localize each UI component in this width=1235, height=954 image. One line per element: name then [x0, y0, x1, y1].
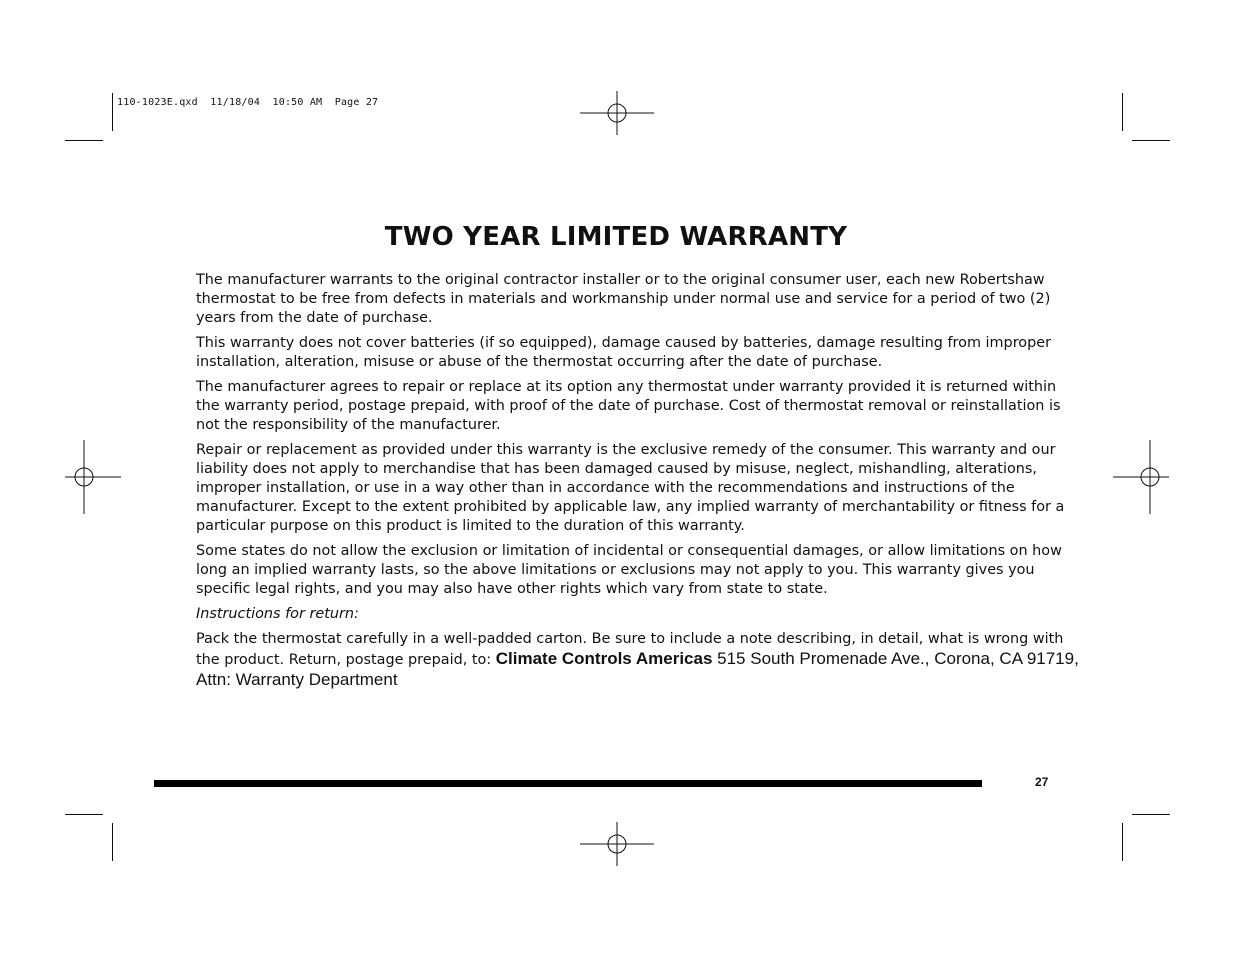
- paragraph-state-rights: Some states do not allow the exclusion or limitation of incidental or consequential damages, or allow limitations on how long an implied warranty lasts, so the above limitations or exclusions may not apply to you. This warranty gives you specific legal rights, and you may also have other rights which vary from state to state.: [196, 543, 1062, 597]
- paragraph-coverage: The manufacturer warrants to the original contractor installer or to the original consumer user, each new Robertshaw thermostat to be free from defects in materials and workmanship under normal use and service for a period of two (2) years from the date of purchase.: [196, 272, 1051, 326]
- printer-slug: 110-1023E.qxd 11/18/04 10:50 AM Page 27: [117, 97, 379, 108]
- crop-mark-top-left-vertical: [112, 93, 113, 131]
- crop-mark-top-left-horizontal: [65, 140, 103, 141]
- registration-mark-top-icon: [580, 76, 654, 150]
- footer-rule: [154, 780, 982, 787]
- return-text: Pack the thermostat carefully in a well-padded carton. Be sure to include a note describing, in detail, what is wrong with the product. Return, postage prepaid, to:: [196, 631, 1064, 668]
- paragraph-return-instructions: [196, 630, 1080, 691]
- company-address: 515 South Promenade Ave., Corona, CA 91719, Attn: Warranty Department: [196, 649, 1079, 689]
- paragraph-repair-replace: The manufacturer agrees to repair or replace at its option any thermostat under warranty provided it is returned within the warranty period, postage prepaid, with proof of the date of purchase. Cost of thermostat removal or reinstallation is not the responsibility of the manufacturer.: [196, 379, 1061, 433]
- crop-mark-bottom-right-horizontal: [1132, 814, 1170, 815]
- paragraph-remedy: Repair or replacement as provided under this warranty is the exclusive remedy of the consumer. This warranty and our liability does not apply to merchandise that has been damaged caused by misuse, neglect, mishandling, alterations, improper installation, or use in a way other than in accordance with the recommendations and instructions of the manufacturer. Except to the extent prohibited by applicable law, any implied warranty of merchantability or fitness for a particular purpose on this product is limited to the duration of this warranty.: [196, 442, 1065, 534]
- page-title: TWO YEAR LIMITED WARRANTY: [384, 222, 848, 252]
- crop-mark-bottom-left-vertical: [112, 823, 113, 861]
- return-instructions-heading: Instructions for return:: [196, 606, 359, 622]
- crop-mark-bottom-left-horizontal: [65, 814, 103, 815]
- crop-mark-top-right-vertical: [1122, 93, 1123, 131]
- registration-mark-left-icon: [47, 440, 121, 514]
- paragraph-exclusions: This warranty does not cover batteries (if so equipped), damage caused by batteries, damage resulting from improper installation, alteration, misuse or abuse of the thermostat occurring after the date of purchase.: [196, 335, 1052, 370]
- page-number: 27: [1035, 775, 1049, 789]
- warranty-body: [196, 271, 1080, 697]
- registration-mark-right-icon: [1113, 440, 1187, 514]
- registration-mark-bottom-icon: [580, 807, 654, 881]
- crop-mark-bottom-right-vertical: [1122, 823, 1123, 861]
- company-name: Climate Controls Americas: [495, 649, 713, 668]
- crop-mark-top-right-horizontal: [1132, 140, 1170, 141]
